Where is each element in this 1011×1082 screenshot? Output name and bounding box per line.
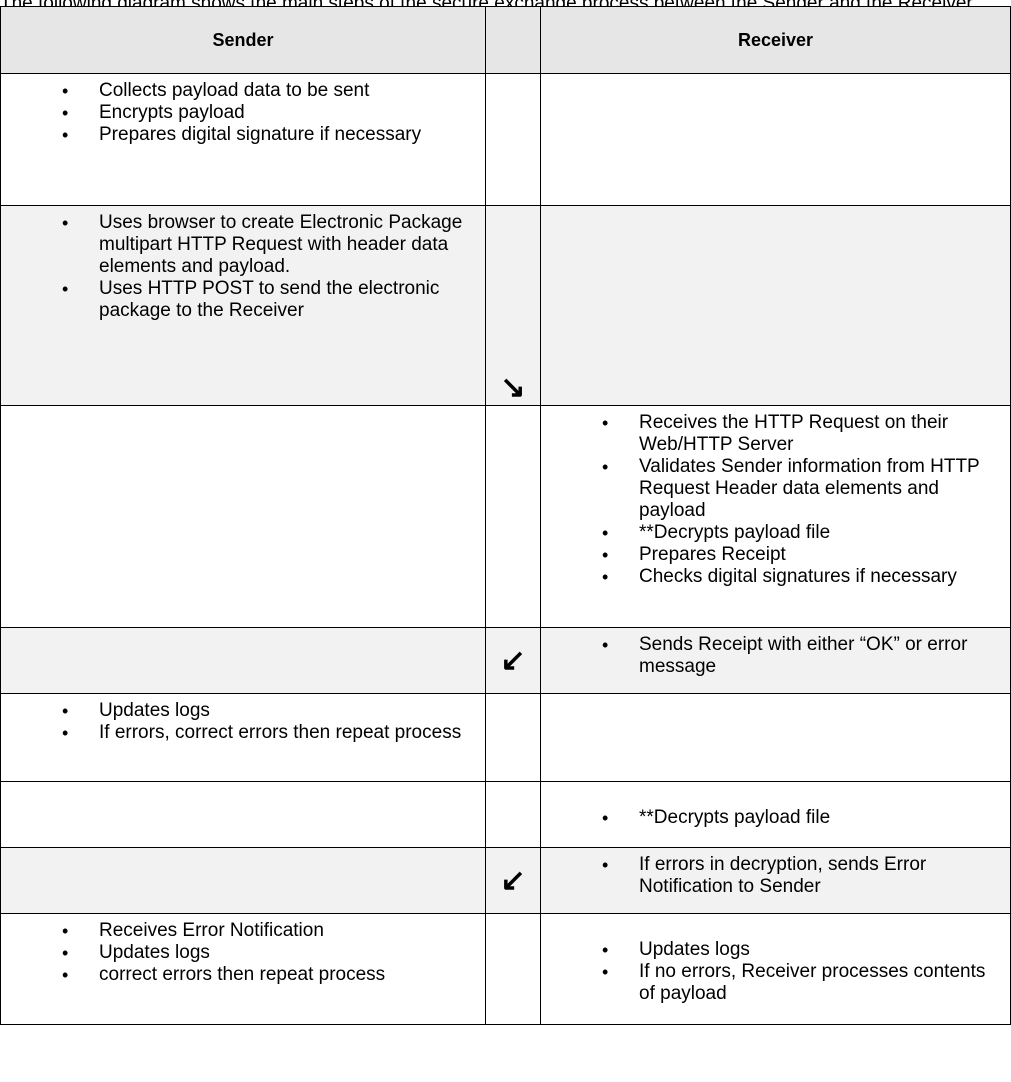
- sender-header: Sender: [1, 7, 486, 74]
- receiver-cell: [541, 628, 1011, 694]
- arrow-header: [486, 7, 541, 74]
- list-item: • Uses HTTP POST to send the electronic package to the Receiver: [1, 278, 485, 322]
- arrow-cell: [486, 914, 541, 1025]
- receiver-step-list: [541, 406, 1010, 588]
- receiver-cell: [541, 74, 1011, 206]
- arrow-cell: [486, 406, 541, 628]
- list-item: • If errors, correct errors then repeat process: [1, 722, 485, 744]
- process-row: [1, 406, 1011, 628]
- process-row: [1, 848, 1011, 914]
- list-item: • Receives the HTTP Request on their Web/HTTP Server: [541, 412, 1010, 456]
- list-item: • Sends Receipt with either “OK” or error message: [541, 634, 1010, 678]
- list-item: • Encrypts payload: [1, 102, 485, 124]
- sender-cell: [1, 206, 486, 406]
- sender-cell: [1, 848, 486, 914]
- list-item: • If no errors, Receiver processes contents of payload: [541, 961, 1010, 1005]
- process-table: [0, 6, 1011, 1025]
- sender-step-list: [1, 694, 485, 744]
- receiver-cell: [541, 406, 1011, 628]
- arrow-down-left-icon: ↙: [500, 643, 526, 677]
- arrow-down-left-icon: ↙: [500, 863, 526, 897]
- list-item: • Prepares Receipt: [541, 544, 1010, 566]
- arrow-cell: [486, 74, 541, 206]
- sender-cell: [1, 782, 486, 848]
- arrow-cell: [486, 694, 541, 782]
- list-item: • Checks digital signatures if necessary: [541, 566, 1010, 588]
- arrow-cell: [486, 782, 541, 848]
- receiver-header: Receiver: [541, 7, 1011, 74]
- list-item: • Collects payload data to be sent: [1, 80, 485, 102]
- process-row: [1, 74, 1011, 206]
- list-item: • Uses browser to create Electronic Package multipart HTTP Request with header data elements and payload.: [1, 212, 485, 278]
- list-item: • Prepares digital signature if necessary: [1, 124, 485, 146]
- sender-cell: [1, 914, 486, 1025]
- receiver-step-list: [541, 848, 1010, 898]
- sender-step-list: [1, 206, 485, 322]
- sender-cell: [1, 74, 486, 206]
- arrow-cell: [486, 628, 541, 694]
- list-item: • Updates logs: [1, 700, 485, 722]
- intro-text: [0, 0, 640, 5]
- receiver-cell: [541, 782, 1011, 848]
- arrow-cell: [486, 848, 541, 914]
- receiver-cell: [541, 848, 1011, 914]
- receiver-cell: [541, 694, 1011, 782]
- list-item: • **Decrypts payload file: [541, 522, 1010, 544]
- list-item: • **Decrypts payload file: [541, 807, 1010, 829]
- list-item: • correct errors then repeat process: [1, 964, 485, 986]
- sender-cell: [1, 694, 486, 782]
- process-row: [1, 782, 1011, 848]
- sender-step-list: [1, 914, 485, 986]
- receiver-step-list: [541, 801, 1010, 829]
- process-row: [1, 628, 1011, 694]
- arrow-down-right-icon: ↘: [500, 371, 526, 404]
- list-item: • Validates Sender information from HTTP Request Header data elements and payload: [541, 456, 1010, 522]
- sender-cell: [1, 406, 486, 628]
- list-item: • Updates logs: [1, 942, 485, 964]
- sender-step-list: [1, 74, 485, 146]
- arrow-cell: [486, 206, 541, 406]
- list-item: • Receives Error Notification: [1, 920, 485, 942]
- process-row: [1, 206, 1011, 406]
- receiver-step-list: [541, 933, 1010, 1005]
- list-item: • If errors in decryption, sends Error Notification to Sender: [541, 854, 1010, 898]
- receiver-step-list: [541, 628, 1010, 678]
- header-row: [1, 7, 1011, 74]
- process-row: [1, 694, 1011, 782]
- sender-cell: [1, 628, 486, 694]
- list-item: • Updates logs: [541, 939, 1010, 961]
- process-row: [1, 914, 1011, 1025]
- receiver-cell: [541, 914, 1011, 1025]
- receiver-cell: [541, 206, 1011, 406]
